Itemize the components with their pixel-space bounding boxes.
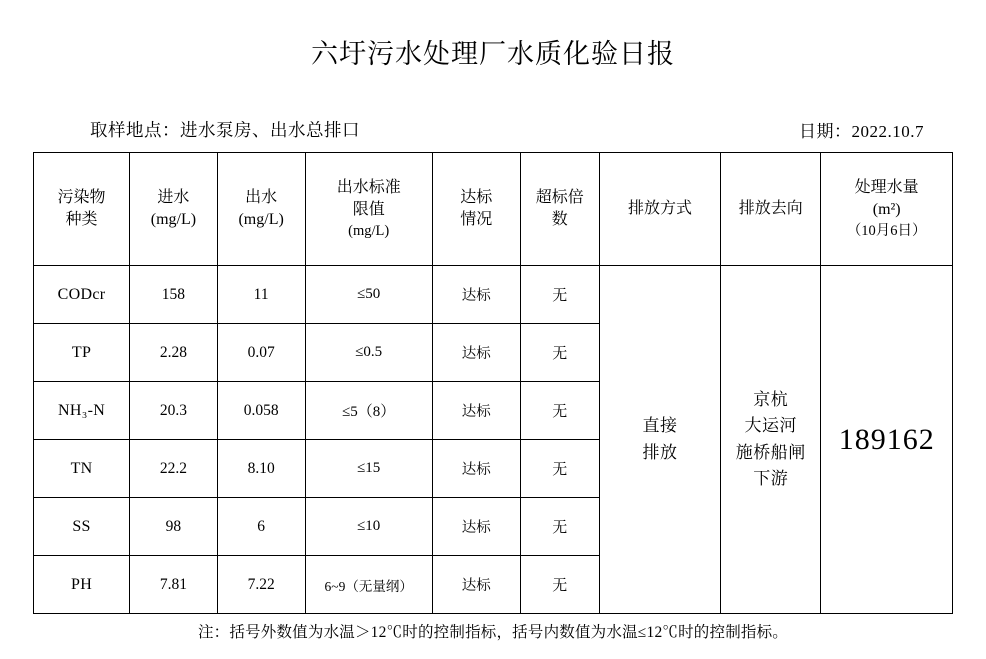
- header-excess-line1: 超标倍: [535, 188, 584, 206]
- cell-compliance: 达标: [432, 556, 520, 614]
- cell-excess: 无: [520, 266, 599, 324]
- cell-compliance: 达标: [432, 440, 520, 498]
- cell-compliance: 达标: [432, 382, 520, 440]
- destination-line3: 施桥船闸: [735, 442, 806, 462]
- header-volume-line2: (m²): [872, 201, 901, 218]
- cell-excess: 无: [520, 440, 599, 498]
- header-influent-line2: (mg/L): [150, 211, 197, 228]
- sampling-location: 取样地点：进水泵房、出水总排口: [90, 120, 360, 140]
- header-compliance-line1: 达标: [460, 188, 493, 206]
- cell-discharge-destination: [721, 266, 821, 614]
- cell-pollutant: TN: [34, 440, 130, 498]
- header-pollutant-line1: 污染物: [57, 188, 106, 206]
- header-standard-limit: [305, 153, 432, 266]
- cell-pollutant: CODcr: [34, 266, 130, 324]
- cell-treated-volume: 189162: [821, 266, 953, 614]
- cell-compliance: 达标: [432, 266, 520, 324]
- cell-effluent: 6: [217, 498, 305, 556]
- cell-discharge-method: [599, 266, 720, 614]
- cell-pollutant: PH: [34, 556, 130, 614]
- cell-effluent: 11: [217, 266, 305, 324]
- cell-standard: ≤10: [305, 498, 432, 556]
- table-header-row: [34, 153, 953, 266]
- destination-line4: 下游: [753, 468, 789, 488]
- header-standard-line1: 出水标准: [336, 178, 401, 196]
- discharge-method-line1: 直接: [642, 416, 678, 436]
- header-volume-line3: （10月6日）: [846, 223, 927, 240]
- footer-note: 注：括号外数值为水温＞12℃时的控制指标，括号内数值为水温≤12℃时的控制指标。: [197, 624, 788, 641]
- header-excess-line2: 数: [551, 211, 568, 228]
- destination-line2: 大运河: [744, 416, 797, 436]
- header-excess-multiple: [520, 153, 599, 266]
- cell-influent: 22.2: [130, 440, 218, 498]
- header-influent-line1: 进水: [157, 188, 190, 206]
- header-pollutant: [34, 153, 130, 266]
- header-standard-line2: 限值: [352, 201, 385, 218]
- header-effluent-line2: (mg/L): [238, 211, 284, 228]
- cell-influent: 158: [130, 266, 218, 324]
- cell-standard: ≤15: [305, 440, 432, 498]
- header-treated-volume: [821, 153, 953, 266]
- cell-excess: 无: [520, 382, 599, 440]
- cell-influent: 20.3: [130, 382, 218, 440]
- cell-standard: ≤5（8）: [305, 382, 432, 440]
- cell-pollutant: SS: [34, 498, 130, 556]
- cell-pollutant: NH₃-N: [34, 382, 130, 440]
- discharge-method-line2: 排放: [642, 442, 678, 462]
- cell-influent: 7.81: [130, 556, 218, 614]
- cell-standard: ≤0.5: [305, 324, 432, 382]
- cell-effluent: 0.058: [217, 382, 305, 440]
- table-row: [34, 266, 953, 324]
- header-compliance-line2: 情况: [460, 211, 493, 228]
- cell-effluent: 8.10: [217, 440, 305, 498]
- cell-standard: 6~9（无量纲）: [305, 556, 432, 614]
- header-compliance: [432, 153, 520, 266]
- header-influent: [130, 153, 218, 266]
- cell-excess: 无: [520, 498, 599, 556]
- header-effluent: [217, 153, 305, 266]
- meta-row: [90, 117, 924, 142]
- cell-compliance: 达标: [432, 498, 520, 556]
- page-title: 六圩污水处理厂水质化验日报: [311, 39, 675, 69]
- header-discharge-method: 排放方式: [599, 153, 720, 266]
- cell-pollutant: TP: [34, 324, 130, 382]
- cell-effluent: 0.07: [217, 324, 305, 382]
- header-discharge-destination: 排放去向: [721, 153, 821, 266]
- destination-line1: 京杭: [753, 389, 789, 409]
- cell-influent: 98: [130, 498, 218, 556]
- header-effluent-line1: 出水: [245, 188, 278, 206]
- header-standard-line3: (mg/L): [348, 223, 390, 240]
- water-quality-table: [33, 152, 953, 614]
- cell-compliance: 达标: [432, 324, 520, 382]
- cell-excess: 无: [520, 324, 599, 382]
- report-date: 日期：2022.10.7: [799, 122, 924, 141]
- header-pollutant-line2: 种类: [65, 211, 98, 228]
- cell-effluent: 7.22: [217, 556, 305, 614]
- cell-influent: 2.28: [130, 324, 218, 382]
- header-volume-line1: 处理水量: [854, 178, 919, 196]
- cell-excess: 无: [520, 556, 599, 614]
- cell-standard: ≤50: [305, 266, 432, 324]
